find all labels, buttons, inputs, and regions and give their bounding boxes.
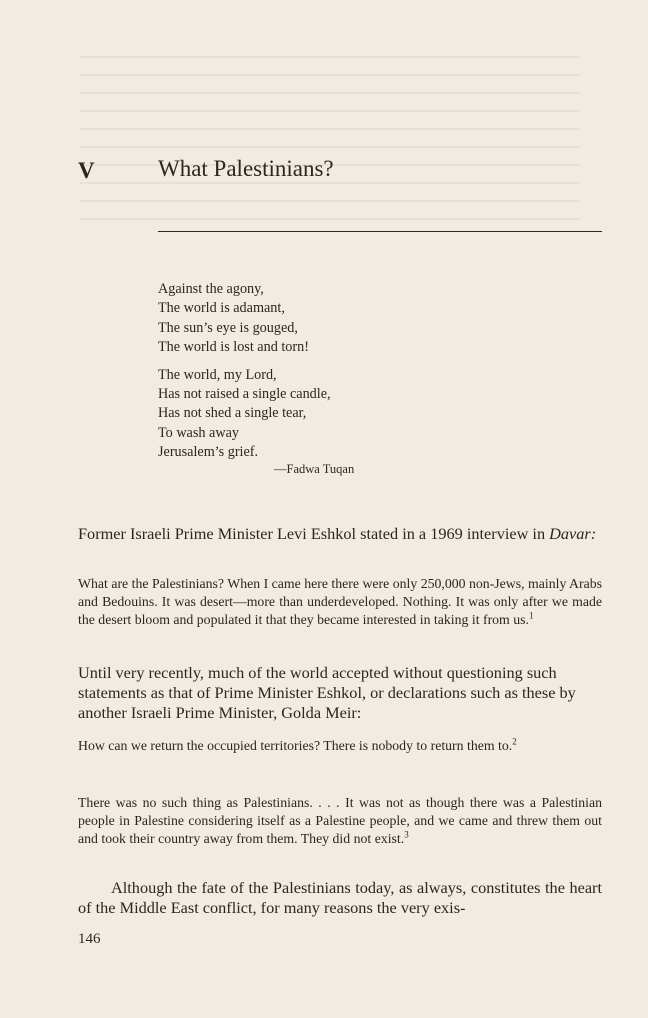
- intro-paragraph: [78, 524, 602, 544]
- poem-line: To wash away: [158, 424, 239, 441]
- chapter-title: What Palestinians?: [158, 156, 334, 181]
- poem-stanza-2: [158, 366, 331, 463]
- bleed-through-texture: [80, 40, 580, 230]
- poem-line: Against the agony,: [158, 281, 264, 297]
- epigraph-poem: [158, 280, 331, 471]
- quote-meir-2: [78, 794, 602, 848]
- intro-source: Davar:: [549, 524, 597, 543]
- footnote-ref: 3: [404, 829, 409, 840]
- poem-line: The sun’s eye is gouged,: [158, 319, 298, 336]
- quote-text: How can we return the occupied territories? There is nobody to return them to.: [78, 738, 513, 753]
- intro-text: Former Israeli Prime Minister Levi Eshkol stated in a 1969 interview in: [78, 524, 550, 543]
- poem-attribution: —Fadwa Tuqan: [274, 462, 355, 476]
- poem-line: The world is lost and torn!: [158, 339, 309, 356]
- quote-meir-1: [78, 737, 602, 755]
- page-number: 146: [78, 931, 101, 947]
- paragraph-3: Although the fate of the Palestinians today, as always, constitutes the heart of the Middle East conflict, for many reasons the very exis-: [78, 878, 602, 917]
- footnote-ref: 2: [512, 736, 517, 747]
- quote-eshkol: [78, 575, 602, 629]
- poem-stanza-1: [158, 280, 331, 358]
- poem-line: Has not shed a single tear,: [158, 405, 307, 422]
- quote-text: There was no such thing as Palestinians. . . . It was not as though there was a Palestinian people in Palestine considering itself as a Palestine people, and we came and threw them out and took their country away from them. They did not exist.: [78, 795, 602, 846]
- paragraph-2: Until very recently, much of the world accepted without questioning such statements as that of Prime Minister Eshkol, or declarations such as these by another Israeli Prime Minister, Golda Meir:: [78, 663, 576, 722]
- footnote-ref: 1: [528, 610, 534, 621]
- quote-text: What are the Palestinians? When I came here there were only 250,000 non-Jews, mainly Arabs and Bedouins. It was desert—more than underdeveloped. Nothing. It was only after we made the desert bloom and populated it that they became interested in taking it from us.: [78, 576, 602, 627]
- title-rule: [158, 231, 602, 232]
- poem-line: The world is adamant,: [158, 300, 285, 317]
- poem-line: Has not raised a single candle,: [158, 386, 331, 403]
- poem-line: The world, my Lord,: [158, 366, 277, 383]
- chapter-number: V: [78, 158, 96, 183]
- poem-line: Jerusalem’s grief.: [158, 444, 259, 461]
